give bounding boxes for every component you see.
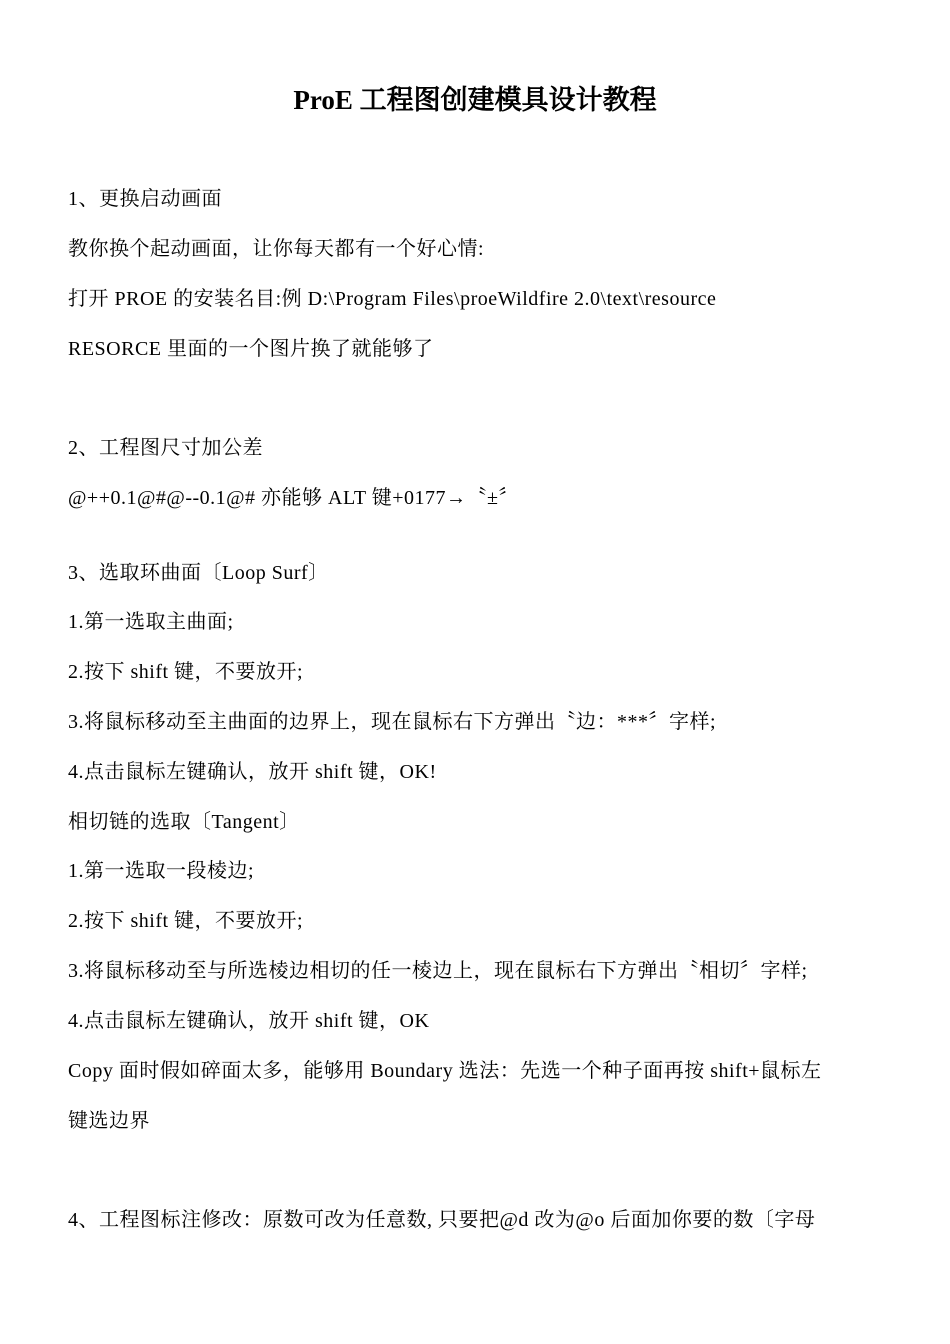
paragraph-line: 键选边界: [68, 1110, 150, 1132]
section-3-heading: 3、选取环曲面〔Loop Surf〕: [68, 562, 329, 584]
step-line: 3.将鼠标移动至主曲面的边界上，现在鼠标右下方弹出〝边：***〞字样;: [68, 711, 717, 733]
step-line: 4.点击鼠标左键确认，放开 shift 键，OK: [68, 1010, 430, 1032]
step-line: 1.第一选取主曲面;: [68, 611, 234, 633]
paragraph-line: RESORCE 里面的一个图片换了就能够了: [68, 338, 434, 360]
section-4-heading: 4、工程图标注修改：原数可改为任意数, 只要把@d 改为@o 后面加你要的数〔字母: [68, 1209, 816, 1231]
paragraph-line: 打开 PROE 的安装名目:例 D:\Program Files\proeWildfire 2.0\text\resource: [68, 288, 717, 310]
step-line: 1.第一选取一段棱边;: [68, 860, 255, 882]
step-line: 2.按下 shift 键，不要放开;: [68, 910, 304, 932]
step-line: 3.将鼠标移动至与所选棱边相切的任一棱边上，现在鼠标右下方弹出〝相切〞字样;: [68, 960, 808, 982]
section-2-heading: 2、工程图尺寸加公差: [68, 437, 263, 459]
document-title: ProE 工程图创建模具设计教程: [293, 85, 657, 115]
paragraph-line: Copy 面时假如碎面太多，能够用 Boundary 选法：先选一个种子面再按 shift+鼠标左: [68, 1060, 822, 1082]
step-line: 4.点击鼠标左键确认，放开 shift 键，OK!: [68, 761, 437, 783]
paragraph-line: 教你换个起动画面，让你每天都有一个好心情:: [68, 238, 485, 260]
step-line: 2.按下 shift 键，不要放开;: [68, 661, 304, 683]
section-1-heading: 1、更换启动画面: [68, 188, 222, 210]
paragraph-line: @++0.1@#@--0.1@# 亦能够 ALT 键+0177→〝±〞: [68, 487, 519, 509]
subheading-line: 相切链的选取〔Tangent〕: [68, 811, 300, 833]
